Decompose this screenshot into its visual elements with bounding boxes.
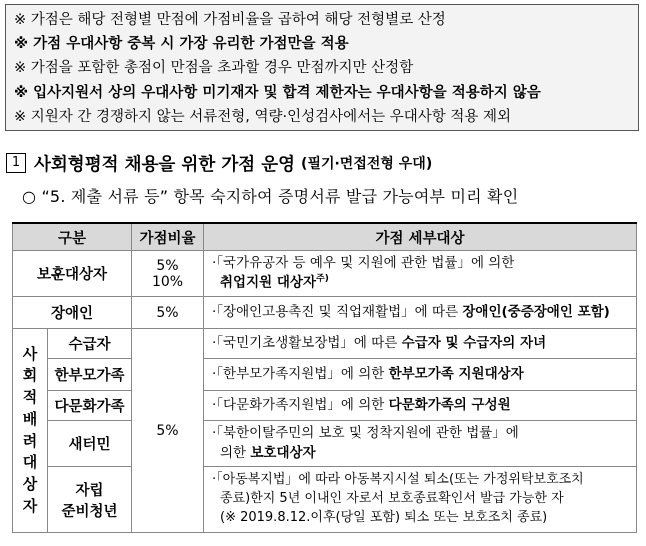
category-cell: 보훈대상자 [13,251,132,297]
section-number: 1 [6,153,26,173]
detail-cell [204,329,637,359]
detail-text: ·「다문화가족지원법」에 의한 [212,396,389,413]
bullet-note: ○ “5. 제출 서류 등” 항목 숙지하여 증명서류 발급 가능여부 미리 확인 [22,187,519,206]
detail-text: (※ 2019.8.12.이후(당일 포함) 퇴소 또는 보호조치 종료) [220,509,548,525]
detail-cell [204,467,637,533]
category-cell: 새터민 [48,421,132,467]
detail-text: ·「장애인고용촉진 및 직업재활법」에 따른 [212,303,463,320]
category-cell: 한부모가족 [48,359,132,391]
category-text: 준비청년 [61,503,118,520]
detail-text: ·「국민기초생활보장법」에 따른 [212,334,402,351]
group-label-social [13,329,48,533]
detail-cell [204,297,637,329]
note-5: ※ 지원자 간 경쟁하지 않는 서류전형, 역량·인성검사에서는 우대사항 적용 제외 [14,108,512,125]
table-row [13,359,637,391]
rate-value: 5% [156,257,179,274]
section-subtitle: (필기·면접전형 우대) [301,156,433,172]
detail-text: 의한 [220,444,251,461]
detail-emphasis: 다문화가족의 구성원 [388,396,511,413]
detail-text: ·「한부모가족지원법」에 의한 [212,365,389,382]
detail-emphasis: 장애인(중증장애인 포함) [462,303,610,320]
header-category: 구분 [13,223,132,251]
header-detail: 가점 세부대상 [204,223,637,251]
detail-emphasis: 보호대상자 [250,444,316,461]
note-3: ※ 가점을 포함한 총점이 만점을 초과할 경우 만점까지만 산정함 [14,60,414,77]
table-row [13,251,637,297]
category-text: 자립 [75,482,104,499]
detail-cell [204,391,637,421]
table-row [13,297,637,329]
detail-emphasis: 취업지원 대상자 [220,274,316,291]
note-2: ※ 가점 우대사항 중복 시 가장 유리한 가점만을 적용 [14,36,349,53]
category-cell: 다문화가족 [48,391,132,421]
bonus-table [12,222,637,533]
note-4: ※ 입사지원서 상의 우대사항 미기재자 및 합격 제한자는 우대사항을 적용하지 않음 [14,84,541,101]
footnote-mark: 주) [316,274,329,285]
section-title [6,150,432,176]
section-title-text: 사회형평적 채용을 위한 가점 운영 [34,154,296,175]
table-row [13,467,637,533]
detail-emphasis: 한부모가족 지원대상자 [388,365,524,382]
rate-value: 10% [151,273,184,290]
table-header-row [13,223,637,251]
detail-text: ·「국가유공자 등 예우 및 지원에 관한 법률」에 의한 [212,254,515,271]
detail-text: ·「북한이탈주민의 보호 및 정착지원에 관한 법률」에 [212,424,519,441]
table-row [13,421,637,467]
detail-text: ·「아동복지법」에 따라 아동복지시설 퇴소(또는 가정위탁보호조치 [212,472,584,488]
notes-box [5,4,639,131]
rate-cell: 5% [132,297,204,329]
detail-cell [204,251,637,297]
detail-cell [204,421,637,467]
category-cell: 장애인 [13,297,132,329]
group-label-text: 사 회 적 배 려 대 상 자 [22,344,38,515]
category-cell: 수급자 [48,329,132,359]
detail-text: 종료)한지 5년 이내인 자로서 보호종료확인서 발급 가능한 자 [220,491,564,507]
category-cell [48,467,132,533]
table-row [13,391,637,421]
table-row [13,329,637,359]
header-rate: 가점비율 [132,223,204,251]
note-1: ※ 가점은 해당 전형별 만점에 가점비율을 곱하여 해당 전형별로 산정 [14,12,446,28]
rate-cell: 5% [132,329,204,533]
rate-cell [132,251,204,297]
detail-cell [204,359,637,391]
detail-emphasis: 수급자 및 수급자의 자녀 [401,334,547,351]
